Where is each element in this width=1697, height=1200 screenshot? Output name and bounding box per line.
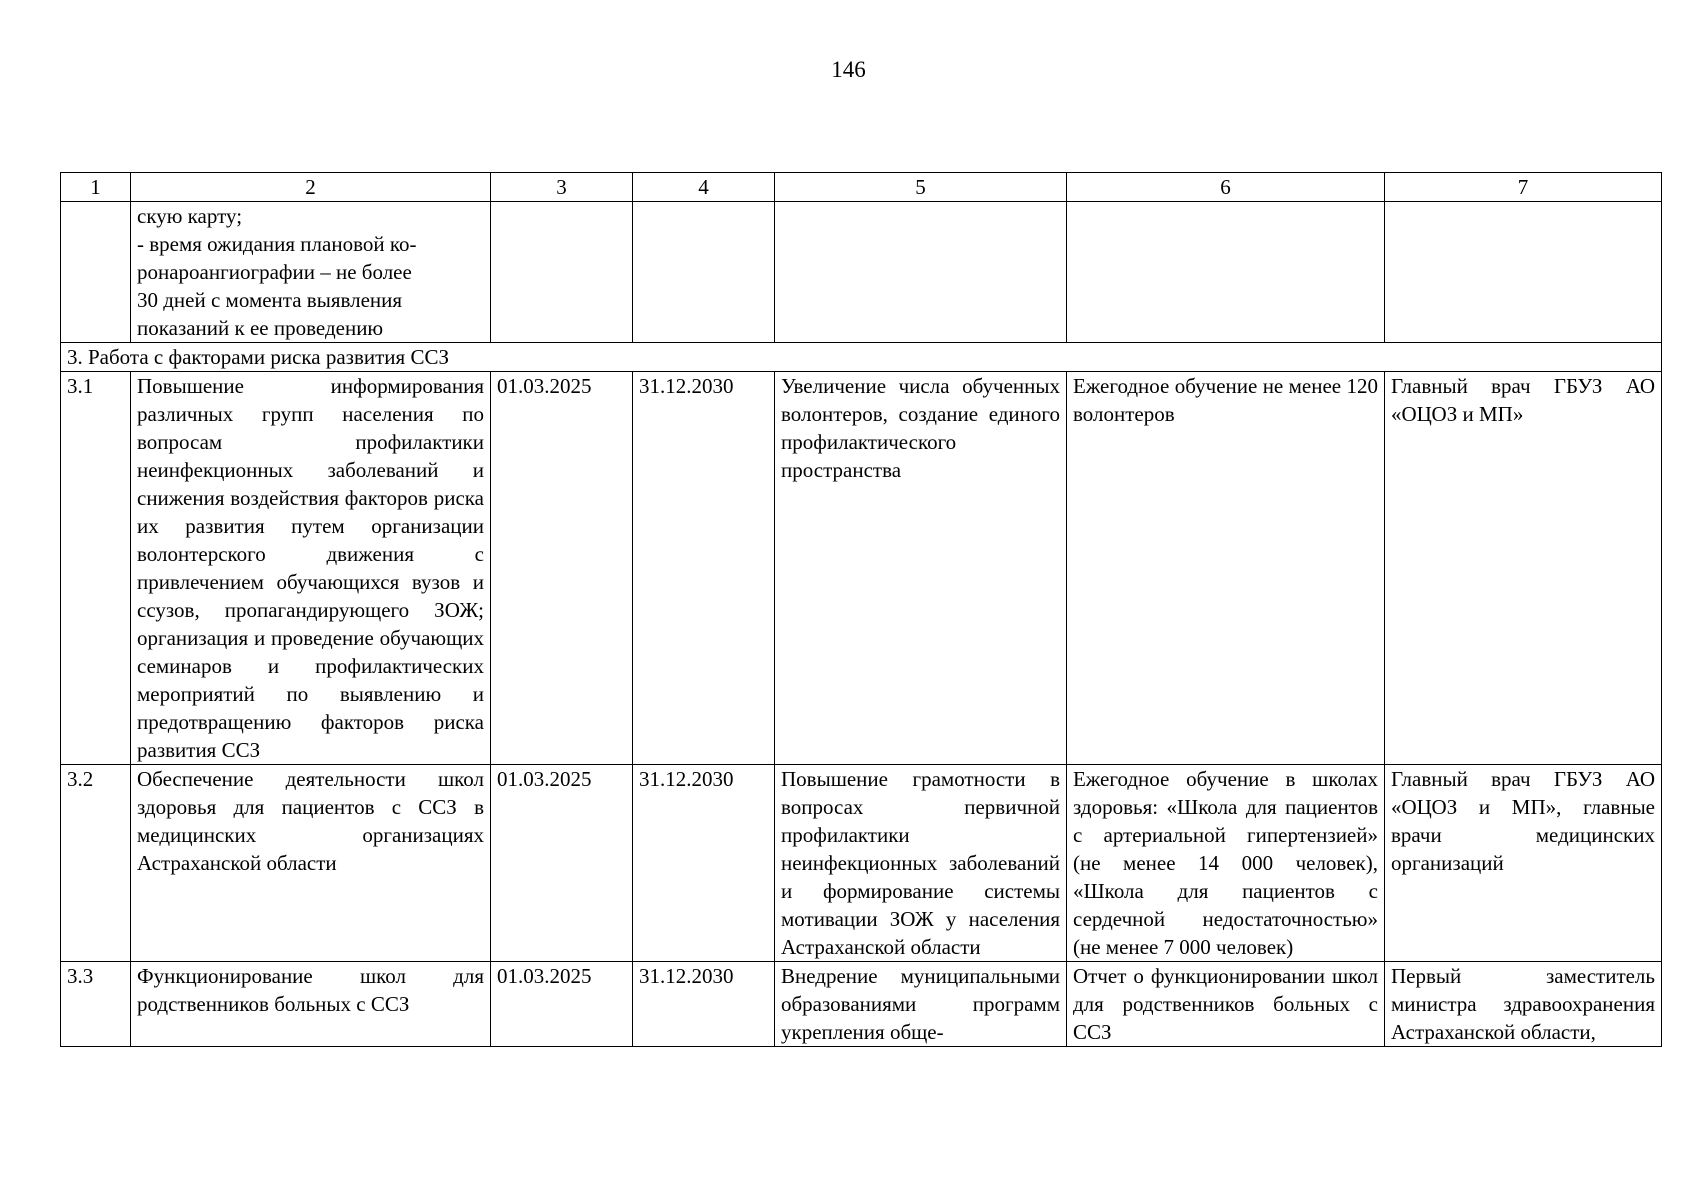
continuation-line: скую карту; (137, 204, 243, 228)
table-cell (1385, 202, 1662, 343)
column-header: 7 (1385, 173, 1662, 202)
section-title: 3. Работа с факторами риска развития ССЗ (61, 343, 1662, 372)
table-row (61, 962, 1662, 1047)
table-cell (1067, 202, 1385, 343)
continuation-line: - время ожидания плановой ко- (137, 232, 417, 256)
continuation-line: показаний к ее проведению (137, 316, 384, 340)
responsible-cell: Главный врач ГБУЗ АО «ОЦОЗ и МП», главные врачи медицинских организаций (1385, 765, 1662, 962)
column-header: 2 (131, 173, 491, 202)
page-number: 146 (831, 57, 866, 82)
table-header-row (61, 173, 1662, 202)
row-number: 3.1 (61, 372, 131, 765)
table-cell (775, 202, 1067, 343)
indicator-cell: Ежегодное обучение не менее 120 волонтеров (1067, 372, 1385, 765)
column-header: 3 (491, 173, 633, 202)
table-row-continuation (61, 202, 1662, 343)
responsible-cell: Первый заместитель министра здравоохранения Астраханской области, (1385, 962, 1662, 1047)
table-cell (491, 202, 633, 343)
responsible-cell: Главный врач ГБУЗ АО «ОЦОЗ и МП» (1385, 372, 1662, 765)
start-date-cell: 01.03.2025 (491, 765, 633, 962)
row-number: 3.3 (61, 962, 131, 1047)
column-header: 6 (1067, 173, 1385, 202)
continuation-line: 30 дней с момента выявления (137, 288, 403, 312)
column-header: 5 (775, 173, 1067, 202)
indicator-cell: Отчет о функционировании школ для родственников больных с ССЗ (1067, 962, 1385, 1047)
column-header: 1 (61, 173, 131, 202)
start-date-cell: 01.03.2025 (491, 962, 633, 1047)
start-date-cell: 01.03.2025 (491, 372, 633, 765)
table-cell (61, 202, 131, 343)
activity-cell: Обеспечение деятельности школ здоровья для пациентов с ССЗ в медицинских организациях Астраханской области (131, 765, 491, 962)
row-number: 3.2 (61, 765, 131, 962)
end-date-cell: 31.12.2030 (633, 372, 775, 765)
end-date-cell: 31.12.2030 (633, 765, 775, 962)
measures-table (60, 172, 1662, 1047)
table-row (61, 765, 1662, 962)
end-date-cell: 31.12.2030 (633, 962, 775, 1047)
column-header: 4 (633, 173, 775, 202)
indicator-cell: Ежегодное обучение в школах здоровья: «Школа для пациентов с артериальной гипертензией» (не менее 14 000 человек), «Школа для пациентов с сердечной недостаточностью» (не менее 7 000 человек) (1067, 765, 1385, 962)
table-row (61, 372, 1662, 765)
continuation-text-cell (131, 202, 491, 343)
result-cell: Увеличение числа обученных волонтеров, создание единого профилактического пространства (775, 372, 1067, 765)
result-cell: Повышение грамотности в вопросах первичной профилактики неинфекционных заболеваний и формирование системы мотивации ЗОЖ у населения Астраханской области (775, 765, 1067, 962)
activity-cell: Функционирование школ для родственников больных с ССЗ (131, 962, 491, 1047)
continuation-line: ронароангиографии – не более (137, 260, 412, 284)
activity-cell: Повышение информирования различных групп населения по вопросам профилактики неинфекционных заболеваний и снижения воздействия факторов риска их развития путем организации волонтерского движения с привлечением обучающихся вузов и ссузов, пропагандирующего ЗОЖ; организация и проведение обучающих семинаров и профилактических мероприятий по выявлению и предотвращению факторов риска развития ССЗ (131, 372, 491, 765)
table-cell (633, 202, 775, 343)
section-row (61, 343, 1662, 372)
result-cell: Внедрение муниципальными образованиями программ укрепления обще- (775, 962, 1067, 1047)
